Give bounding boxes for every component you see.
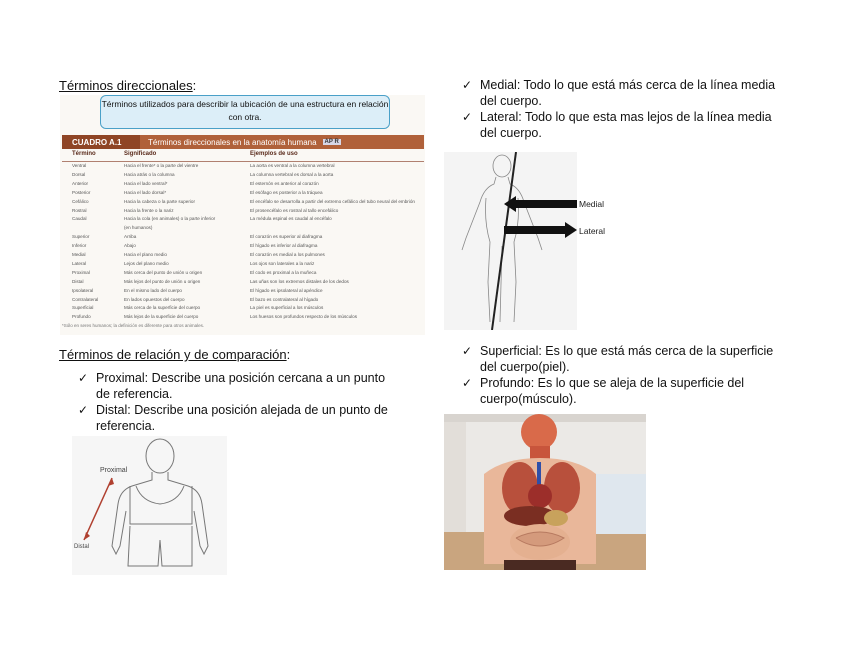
anatomical-torso-photo: [444, 414, 646, 570]
table-cell: Hacia la cabeza o la parte superior: [124, 198, 195, 204]
medial-lateral-figure: [444, 152, 577, 330]
table-row: [62, 225, 424, 232]
lateral-label: Lateral: [579, 226, 605, 236]
list-item: ✓ Lateral: Todo lo que esta mas lejos de la línea media del cuerpo.: [462, 110, 772, 140]
col-header-significado: Significado: [124, 151, 157, 157]
table-cell: Hacia atrás o la columna: [124, 171, 175, 177]
table-row: [62, 314, 424, 321]
body-midline-illustration: [444, 152, 577, 330]
cuadro-number: CUADRO A.1: [62, 135, 140, 149]
table-cell: Hacia el lado ventral*: [124, 180, 168, 186]
checkmark-icon: ✓: [78, 403, 89, 417]
heading-text: Términos de relación y de comparación: [59, 347, 287, 362]
table-cell: Hacia el plano medio: [124, 252, 167, 257]
table-cell: La piel es superficial a los músculos: [250, 305, 324, 311]
table-cell: Anterior: [72, 180, 89, 186]
table-cell: Los ojos son laterales a la nariz: [250, 260, 315, 266]
table-row: [62, 252, 424, 259]
table-header: [62, 151, 424, 162]
table-cell: Profundo: [72, 314, 91, 320]
table-row: [62, 181, 424, 188]
table-cell: Rostral: [72, 207, 87, 213]
table-cell: Hacia el lado dorsal*: [124, 189, 167, 195]
heading-terminos-direccionales: Términos direccionales:: [59, 78, 197, 93]
table-row: [62, 297, 424, 304]
table-cell: Más cerca de la superficie del cuerpo: [124, 305, 201, 311]
table-cell: Ipsolateral: [72, 287, 94, 293]
table-cell: Abajo: [124, 243, 136, 249]
heading-text: Términos direccionales: [59, 78, 193, 93]
list-item: ✓ Proximal: Describe una posición cercana a un punto de referencia.: [78, 371, 386, 401]
table-cell: El corazón es medial a los pulmones: [250, 252, 325, 257]
table-cell: Superior: [72, 234, 90, 240]
table-row: [62, 261, 424, 268]
table-cell: En lados opuestos del cuerpo: [124, 296, 185, 302]
table-cell: La aorta es ventral a la columna vertebral: [250, 163, 335, 168]
table-cell: Caudal: [72, 216, 87, 222]
checkmark-icon: ✓: [78, 371, 89, 385]
table-cell: Lateral: [72, 260, 87, 266]
table-cell: Superficial: [72, 305, 94, 311]
table-cell: La columna vertebral es dorsal a la aorta: [250, 171, 334, 177]
cuadro-title-bar: [62, 135, 424, 149]
table-cell: Más lejos del punto de unión u origen: [124, 278, 201, 284]
directional-terms-table-figure: [60, 95, 425, 335]
table-row: [62, 243, 424, 250]
list-item: ✓ Superficial: Es lo que está más cerca de la superficie del cuerpo(piel).: [462, 344, 774, 374]
distal-label: Distal: [74, 544, 90, 550]
table-row: [62, 270, 424, 277]
checkmark-icon: ✓: [462, 78, 473, 92]
col-header-termino: Término: [72, 151, 96, 157]
table-cell: Medial: [72, 252, 86, 257]
medial-label: Medial: [579, 199, 605, 209]
table-cell: El esófago es posterior a la tráquea: [250, 189, 323, 195]
right-top-bullet-list: [462, 77, 802, 141]
table-cell: Hacia la cola (en animales) o la parte inferior: [124, 216, 216, 222]
table-cell: Lejos del plano medio: [124, 260, 169, 266]
proximal-label: Proximal: [100, 467, 128, 474]
table-row: [62, 199, 424, 206]
list-item: ✓ Distal: Describe una posición alejada de un punto de referencia.: [78, 403, 388, 433]
checkmark-icon: ✓: [462, 110, 473, 124]
left-bullet-list: [78, 370, 418, 434]
table-cell: El prosencéfalo es rostral al tallo encefálico: [250, 207, 339, 213]
table-cell: El hígado es ipsolateral al apéndice: [250, 287, 323, 293]
body-outline-illustration: [72, 436, 227, 575]
right-bottom-bullet-list: [462, 343, 802, 407]
cuadro-badge: AP R: [324, 139, 339, 145]
cuadro-title: Términos direccionales en la anatomía humana: [148, 137, 317, 147]
checkmark-icon: ✓: [462, 376, 473, 390]
table-cell: El hígado es inferior al diafragma: [250, 243, 318, 249]
table-cell: Inferior: [72, 243, 87, 249]
list-item: ✓ Profundo: Es lo que se aleja de la superficie del cuerpo(músculo).: [462, 376, 745, 406]
checkmark-icon: ✓: [462, 344, 473, 358]
proximal-distal-figure: [72, 436, 227, 575]
table-cell: Distal: [72, 278, 84, 284]
table-cell: Ventral: [72, 163, 87, 168]
table-cell: El esternón es anterior al corazón: [250, 180, 319, 186]
table-cell: Contralateral: [72, 296, 99, 302]
intro-box: Términos utilizados para describir la ubicación de una estructura en relación con otra.: [100, 95, 390, 129]
table-cell: La médula espinal es caudal al encéfalo: [250, 216, 332, 222]
table-cell: El codo es proximal a la muñeca: [250, 269, 317, 275]
table-cell: Los huesos son profundos respecto de los músculos: [250, 314, 357, 320]
col-header-ejemplos: Ejemplos de uso: [250, 151, 298, 157]
table-cell: Posterior: [72, 189, 91, 195]
torso-model-illustration: [444, 414, 646, 570]
table-row: [62, 163, 424, 170]
table-cell: Arriba: [124, 234, 137, 240]
table-cell: Hacia el frente* o la parte del vientre: [124, 163, 199, 168]
table-cell: El bazo es contralateral al hígado: [250, 296, 319, 302]
table-cell: Dorsal: [72, 171, 86, 177]
table-cell: Proximal: [72, 269, 90, 275]
table-row: [62, 234, 424, 241]
table-cell: En el mismo lado del cuerpo: [124, 287, 182, 293]
table-row: [62, 190, 424, 197]
table-cell: El corazón es superior al diafragma: [250, 234, 323, 240]
table-cell: Hacia la frente o la nariz: [124, 207, 174, 213]
table-cell: El encéfalo se desarrolla a partir del extremo cefálico del tubo neural del embrión: [250, 198, 415, 204]
table-cell: Cefálico: [72, 198, 89, 204]
table-row: [62, 208, 424, 215]
table-footnote: *Sólo en seres humanos; la definición es diferente para otros animales.: [62, 323, 205, 328]
table-cell: Más cerca del punto de unión u origen: [124, 269, 203, 275]
table-row: [62, 216, 424, 223]
list-item: ✓ Medial: Todo lo que está más cerca de la línea media del cuerpo.: [462, 78, 776, 108]
table-row: [62, 279, 424, 286]
table-cell: (en humanos): [124, 225, 153, 231]
table-cell: Las uñas son los extremos distales de los dedos: [250, 278, 349, 284]
table-row: [62, 172, 424, 179]
heading-terminos-relacion: Términos de relación y de comparación:: [59, 347, 291, 362]
table-row: [62, 305, 424, 312]
table-cell: Más lejos de la superficie del cuerpo: [124, 314, 199, 320]
table-row: [62, 288, 424, 295]
